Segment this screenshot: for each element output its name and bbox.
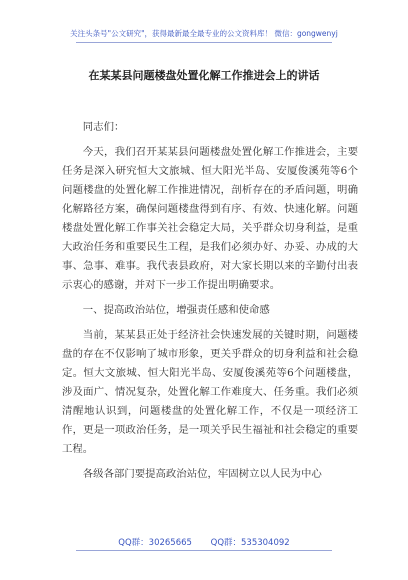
footer-divider	[76, 550, 332, 551]
footer-qq-group-2: QQ群：535304092	[210, 538, 290, 548]
document-body	[62, 118, 358, 484]
footer-qq-group-1: QQ群：30265665	[118, 538, 192, 548]
document-title: 在某某县问题楼盘处置化解工作推进会上的讲话	[88, 69, 320, 82]
body-paragraph: 各级各部门要提高政治站位，牢固树立以人民为中心	[82, 468, 322, 480]
body-paragraph: 今天，我们召开某某县问题楼盘处置化解工作推进会，主要任务是深入研究恒大文旅城、恒大阳光半岛、安厦俊溪苑等6个问题楼盘的处置化解工作推进情况，剖析存在的矛盾问题，明确化解路径方案，确保问题楼盘得到有序、有效、快速化解。问题楼盘处置化解工作事关社会稳定大局，关乎群众切身利益，是重大政治任务和重要民生工程，是我们必须办好、办妥、办成的大事、急事、难事。我代表县政府，对大家长期以来的辛勤付出表示衷心的感谢，并对下一步工作提出明确要求。	[62, 146, 358, 291]
footer-qq-groups	[0, 536, 408, 548]
header-note: 关注头条号"公文研究"，获得最新最全最专业的公文资料库！ 微信：gongwenyj	[70, 29, 338, 38]
header-divider	[76, 42, 332, 43]
section-heading: 一、提高政治站位，增强责任感和使命感	[82, 304, 270, 316]
salutation: 同志们：	[82, 121, 125, 133]
body-paragraph: 当前，某某县正处于经济社会快速发展的关键时期，问题楼盘的存在不仅影响了城市形象，更关乎群众的切身利益和社会稳定。恒大文旅城、恒大阳光半岛、安厦俊溪苑等6个问题楼盘，涉及面广、情况复杂，处置化解工作难度大、任务重。我们必须清醒地认识到，问题楼盘的处置化解工作，不仅是一项经济工作，更是一项政治任务，是一项关乎民生福祉和社会稳定的重要工程。	[62, 329, 358, 455]
